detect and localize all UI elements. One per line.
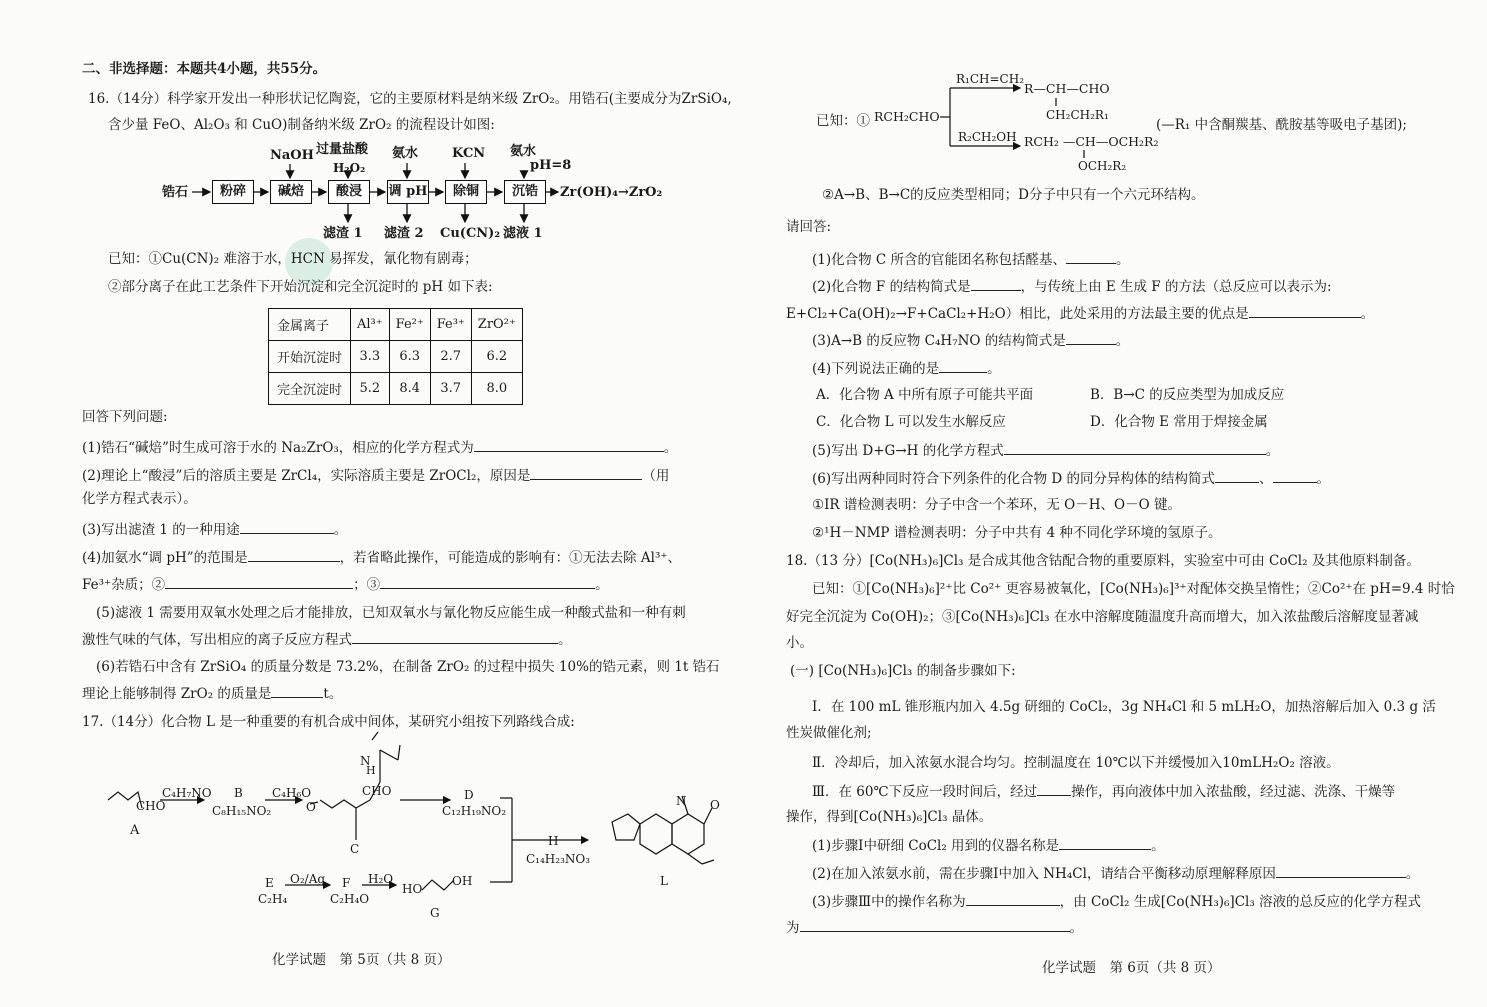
q16-sub6: (6)若锆石中含有 ZrSiO₄ 的质量分数是 73.2%，在制备 ZrO₂ 的过程中损失 10%的锆元素，则 1t 锆石	[96, 659, 720, 675]
flow-output-1: 滤渣 1	[323, 226, 363, 241]
table-cell: 5.2	[351, 373, 390, 405]
q18-known-2: 好完全沉淀为 Co(OH)₂；③[Co(NH₃)₆]Cl₃ 在水中溶解度随温度升高而增大，加入浓盐酸后溶解度显著减	[786, 609, 1419, 625]
answer-blank[interactable]	[1004, 441, 1266, 455]
answer-blank[interactable]	[1066, 250, 1116, 264]
q18-known-3: 小。	[786, 635, 813, 651]
option-d[interactable]: D．化合物 E 常用于焊接金属	[1090, 414, 1268, 430]
table-cell: 8.4	[389, 373, 430, 405]
q16-sub2-cont: 化学方程式表示）。	[82, 491, 197, 507]
flow-step-2: 碱焙	[270, 180, 312, 204]
flow-output-3: Cu(CN)₂	[440, 226, 501, 241]
q16-sub2: (2)理论上“酸浸”后的溶质主要是 ZrCl₄，实际溶质主要是 ZrOCl₂，原因是 （用	[82, 468, 670, 484]
answer-blank[interactable]	[1273, 469, 1317, 483]
reagent-h2o2: H₂O₂	[333, 161, 366, 175]
q16-line2: 含少量 FeO、Al₂O₃ 和 CuO)制备纳米级 ZrO₂ 的流程设计如图:	[108, 117, 495, 133]
flow-step-1: 粉碎	[212, 180, 254, 204]
answer-blank[interactable]	[474, 438, 664, 452]
known-note: (—R₁ 中含酮羰基、酰胺基等吸电子基团);	[1156, 117, 1407, 133]
reagent-ammonia-2: 氨水	[510, 144, 537, 159]
d-formula: C₁₂H₁₉NO₂	[442, 804, 507, 818]
table-cell: 2.7	[430, 341, 471, 373]
flow-output-4: 滤液 1	[503, 226, 543, 241]
reagent-ab: C₄H₇NO	[162, 786, 212, 800]
q16-sub4-cont: Fe³⁺杂质；② ；③ 。	[82, 577, 609, 593]
known-product-2a: RCH₂ —CH—OCH₂R₂	[1024, 134, 1159, 149]
known-product-2b: OCH₂R₂	[1078, 159, 1127, 173]
known-reaction-arrows	[744, 0, 1487, 180]
answer-blank[interactable]	[1215, 469, 1259, 483]
q16-sub3: (3)写出滤渣 1 的一种用途 。	[82, 522, 348, 538]
table-cell: 3.7	[430, 373, 471, 405]
option-a[interactable]: A．化合物 A 中所有原子可能共平面	[816, 387, 1034, 403]
label-l: L	[660, 874, 668, 888]
g-oh: OH	[452, 874, 473, 888]
option-c[interactable]: C．化合物 L 可以发生水解反应	[816, 414, 1006, 430]
label-c: C	[350, 842, 360, 856]
q16-known-1: 已知：①Cu(CN)₂ 难溶于水，HCN 易挥发，氰化物有剧毒；	[108, 251, 478, 267]
step-i-cont: 性炭做催化剂;	[786, 725, 872, 741]
answer-blank[interactable]	[1249, 304, 1361, 318]
step-ii: Ⅱ．冷却后，加入浓氨水混合均匀。控制温度在 10℃以下并缓慢加入10mLH₂O₂ 溶液。	[812, 755, 1340, 771]
flow-step-3: 酸浸	[328, 180, 370, 204]
q17-sub4: (4)下列说法正确的是 。	[812, 361, 1001, 377]
answer-blank[interactable]	[1066, 331, 1116, 345]
label-h: H	[548, 834, 559, 848]
table-cell: 完全沉淀时	[269, 373, 351, 405]
table-row	[269, 309, 523, 341]
q17-sub1: (1)化合物 C 所含的官能团名称包括醛基、 。	[812, 252, 1130, 268]
answer-blank[interactable]	[380, 575, 595, 589]
condition-2: ②¹H－NMP 谱检测表明：分子中共有 4 种不同化学环境的氢原子。	[812, 525, 1222, 541]
table-header-cell: Fe³⁺	[430, 309, 471, 341]
q18-sub1: (1)步骤Ⅰ中研细 CoCl₂ 用到的仪器名称是 。	[812, 838, 1165, 854]
answer-blank[interactable]	[800, 918, 1070, 932]
left-page	[0, 0, 740, 1007]
label-d: D	[464, 788, 474, 802]
known-reagent-1: R₁CH=CH₂	[956, 72, 1025, 86]
e-formula: C₂H₄	[258, 892, 288, 906]
c-n: N	[360, 754, 371, 768]
reagent-ammonia-1: 氨水	[392, 146, 419, 161]
q16-sub4: (4)加氨水“调 pH”的范围是 ，若省略此操作，可能造成的影响有：①无法去除 Al³⁺、	[82, 550, 682, 566]
reagent-ph: pH=8	[530, 158, 572, 173]
q17-sub2: (2)化合物 F 的结构简式是 ，与传统上由 E 生成 F 的方法（总反应可以表示为:	[812, 279, 1332, 295]
reagent-fg: H₂O	[368, 872, 394, 886]
q17-line1: 17.（14分）化合物 L 是一种重要的有机合成中间体，某研究小组按下列路线合成:	[82, 714, 575, 730]
q18-known-1: 已知：①[Co(NH₃)₆]²⁺比 Co²⁺ 更容易被氧化，[Co(NH₃)₆]³⁺对配体交换呈惰性；②Co²⁺在 pH=9.4 时恰	[812, 581, 1455, 597]
page-footer-left: 化学试题 第 5页（共 8 页）	[272, 952, 451, 968]
table-header-cell: Al³⁺	[351, 309, 390, 341]
q16-sub5-cont: 激性气味的气体，写出相应的离子反应方程式 。	[82, 632, 572, 648]
flow-step-6: 沉锆	[504, 180, 546, 204]
answer-blank[interactable]	[971, 277, 1021, 291]
prep-title: (一) [Co(NH₃)₆]Cl₃ 的制备步骤如下:	[790, 663, 1016, 679]
answer-blank[interactable]	[530, 466, 642, 480]
flow-start: 锆石	[162, 185, 189, 200]
known-product-1b: CH₂CH₂R₁	[1046, 108, 1109, 122]
step-iii-cont: 操作，得到[Co(NH₃)₆]Cl₃ 晶体。	[786, 809, 993, 825]
answer-blank[interactable]	[248, 548, 340, 562]
reagent-bc: C₄H₆O	[272, 786, 312, 800]
flow-step-4: 调 pH	[387, 180, 429, 204]
answer-blank[interactable]	[1059, 836, 1151, 850]
ph-table	[268, 308, 523, 405]
condition-1: ①IR 谱检测表明：分子中含一个苯环，无 O－H、O－O 键。	[812, 497, 1181, 513]
label-a: A	[130, 823, 140, 838]
label-g: G	[430, 906, 440, 920]
answer-blank[interactable]	[939, 359, 987, 373]
known-2: ②A→B、B→C的反应类型相同；D分子中只有一个六元环结构。	[822, 187, 1205, 203]
flow-output-2: 滤渣 2	[384, 226, 424, 241]
q16-known-2: ②部分离子在此工艺条件下开始沉淀和完全沉淀时的 pH 如下表:	[108, 279, 493, 295]
q17-sub2-cont: E+Cl₂+Ca(OH)₂→F+CaCl₂+H₂O）相比，此处采用的方法最主要的优点是 。	[786, 306, 1375, 322]
h-formula: C₁₄H₂₃NO₃	[526, 852, 591, 866]
table-header-cell: 金属离子	[269, 309, 351, 341]
page-footer-right: 化学试题 第 6页（共 8 页）	[1042, 960, 1221, 976]
q18-sub3-cont: 为 。	[786, 920, 1083, 936]
table-cell: 6.2	[471, 341, 522, 373]
ask: 请回答:	[786, 219, 832, 235]
right-page	[744, 0, 1487, 1007]
g-ho: HO	[402, 882, 423, 896]
compound-c-structure	[320, 800, 356, 830]
table-cell: 6.3	[389, 341, 430, 373]
a-cho: CHO	[136, 799, 166, 813]
flow-step-5: 除铜	[445, 180, 487, 204]
q16-sub5: (5)滤液 1 需要用双氧水处理之后才能排放，已知双氧水与氰化物反应能生成一种酸式盐和一种有刺	[96, 605, 686, 621]
answer-blank[interactable]	[271, 684, 323, 698]
q17-sub5: (5)写出 D+G→H 的化学方程式 。	[812, 443, 1280, 459]
answer-blank[interactable]	[1037, 782, 1071, 796]
l-o: O	[710, 798, 720, 812]
known-label: 已知：①	[816, 113, 870, 129]
q18-line1: 18.（13 分）[Co(NH₃)₆]Cl₃ 是合成其他含钴配合物的重要原料，实验室中可由 CoCl₂ 及其他原料制备。	[786, 553, 1420, 569]
step-iii: Ⅲ．在 60℃下反应一段时间后，经过 操作，再向液体中加入浓盐酸，经过滤、洗涤、干燥等	[812, 784, 1396, 800]
option-b[interactable]: B．B→C 的反应类型为加成反应	[1090, 387, 1285, 403]
c-oxygen: O	[306, 800, 316, 814]
table-header-cell: ZrO²⁺	[471, 309, 522, 341]
table-row	[269, 373, 523, 405]
known-reactant: RCH₂CHO	[874, 109, 940, 124]
c-h: H	[366, 764, 376, 777]
b-formula: C₈H₁₅NO₂	[212, 804, 272, 818]
reagent-ef: O₂/Ag	[290, 872, 326, 886]
f-formula: C₂H₄O	[330, 892, 370, 906]
flow-arrows	[0, 0, 740, 260]
q17-sub3: (3)A→B 的反应物 C₄H₇NO 的结构简式是 。	[812, 333, 1130, 349]
q18-sub2: (2)在加入浓氨水前，需在步骤Ⅰ中加入 NH₄Cl，请结合平衡移动原理解释原因 。	[812, 866, 1420, 882]
answer-blank[interactable]	[1276, 864, 1406, 878]
reagent-kcn: KCN	[452, 146, 486, 161]
answer-blank[interactable]	[165, 575, 353, 589]
reagent-naoh: NaOH	[270, 148, 314, 163]
table-cell: 3.3	[351, 341, 390, 373]
answer-blank[interactable]	[352, 630, 558, 644]
l-n: N	[676, 794, 687, 808]
q16-sub1: (1)锆石“碱焙”时生成可溶于水的 Na₂ZrO₃，相应的化学方程式为 。	[82, 440, 678, 456]
compound-l-structure	[612, 796, 714, 864]
table-header-cell: Fe²⁺	[389, 309, 430, 341]
compound-g-structure	[422, 880, 454, 890]
reagent-hcl: 过量盐酸	[316, 142, 369, 157]
table-cell: 开始沉淀时	[269, 341, 351, 373]
answer-blank[interactable]	[966, 892, 1060, 906]
label-e: E	[265, 876, 274, 890]
flow-end: Zr(OH)₄→ZrO₂	[560, 185, 663, 200]
q18-sub3: (3)步骤Ⅲ中的操作名称为 ，由 CoCl₂ 生成[Co(NH₃)₆]Cl₃ 溶液的总反应的化学方程式	[812, 894, 1422, 910]
answer-blank[interactable]	[240, 520, 334, 534]
q16-sub6-cont: 理论上能够制得 ZrO₂ 的质量是 t。	[82, 686, 343, 702]
known-product-1a: R—CH—CHO	[1024, 81, 1110, 96]
label-b: B	[234, 786, 243, 800]
c-cho: CHO	[362, 784, 392, 798]
table-cell: 8.0	[471, 373, 522, 405]
known-reagent-2: R₂CH₂OH	[958, 130, 1017, 144]
table-row	[269, 341, 523, 373]
section-title: 二、非选择题：本题共4小题，共55分。	[82, 61, 327, 77]
step-i: Ⅰ．在 100 mL 锥形瓶内加入 4.5g 研细的 CoCl₂，3g NH₄Cl 和 5 mLH₂O，加热溶解后加入 0.3 g 活	[812, 699, 1436, 715]
label-f: F	[342, 876, 351, 890]
q16-line1: 16.（14分）科学家开发出一种形状记忆陶瓷，它的主要原材料是纳米级 ZrO₂。用锆石(主要成分为ZrSiO₄,	[88, 91, 732, 107]
q17-sub6: (6)写出两种同时符合下列条件的化合物 D 的同分异构体的结构简式 、 。	[812, 471, 1331, 487]
answer-intro: 回答下列问题:	[82, 409, 168, 425]
